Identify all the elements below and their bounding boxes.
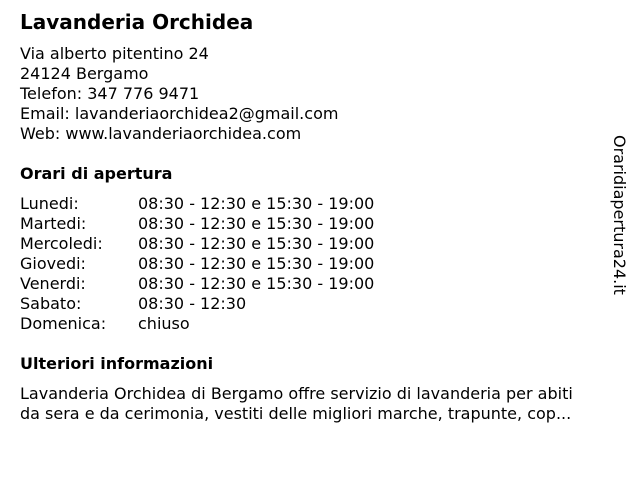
address-street: Via alberto pitentino 24 [20,44,209,63]
website: Web: www.lavanderiaorchidea.com [20,124,302,143]
hours-day: Sabato: [20,294,82,313]
hours-time: 08:30 - 12:30 e 15:30 - 19:00 [138,214,375,233]
hours-time: chiuso [138,314,190,333]
hours-day: Lunedi: [20,194,79,213]
hours-day: Martedi: [20,214,87,233]
hours-time: 08:30 - 12:30 e 15:30 - 19:00 [138,234,375,253]
email: Email: lavanderiaorchidea2@gmail.com [20,104,339,123]
hours-time: 08:30 - 12:30 [138,294,247,313]
hours-day: Domenica: [20,314,107,333]
hours-time: 08:30 - 12:30 e 15:30 - 19:00 [138,274,375,293]
hours-day: Venerdi: [20,274,86,293]
hours-day: Giovedi: [20,254,86,273]
hours-row-martedi [20,214,440,234]
hours-row-domenica [20,314,440,334]
description-line: da sera e da cerimonia, vestiti delle migliori marche, trapunte, cop... [20,404,572,423]
hours-row-lunedi [20,194,440,214]
address-city: 24124 Bergamo [20,64,149,83]
hours-row-sabato [20,294,440,314]
description-line: Lavanderia Orchidea di Bergamo offre servizio di lavanderia per abiti [20,384,573,403]
contact-block [20,44,338,144]
hours-row-venerdi [20,274,440,294]
info-heading: Ulteriori informazioni [20,354,214,373]
hours-day: Mercoledi: [20,234,103,253]
description [20,384,630,424]
hours-time: 08:30 - 12:30 e 15:30 - 19:00 [138,254,375,273]
business-name: Lavanderia Orchidea [20,10,254,34]
phone: Telefon: 347 776 9471 [20,84,200,103]
hours-row-giovedi [20,254,440,274]
hours-heading: Orari di apertura [20,164,173,183]
hours-row-mercoledi [20,234,440,254]
hours-time: 08:30 - 12:30 e 15:30 - 19:00 [138,194,375,213]
site-watermark: Oraridiapertura24.it [610,135,629,295]
hours-table [20,194,440,334]
